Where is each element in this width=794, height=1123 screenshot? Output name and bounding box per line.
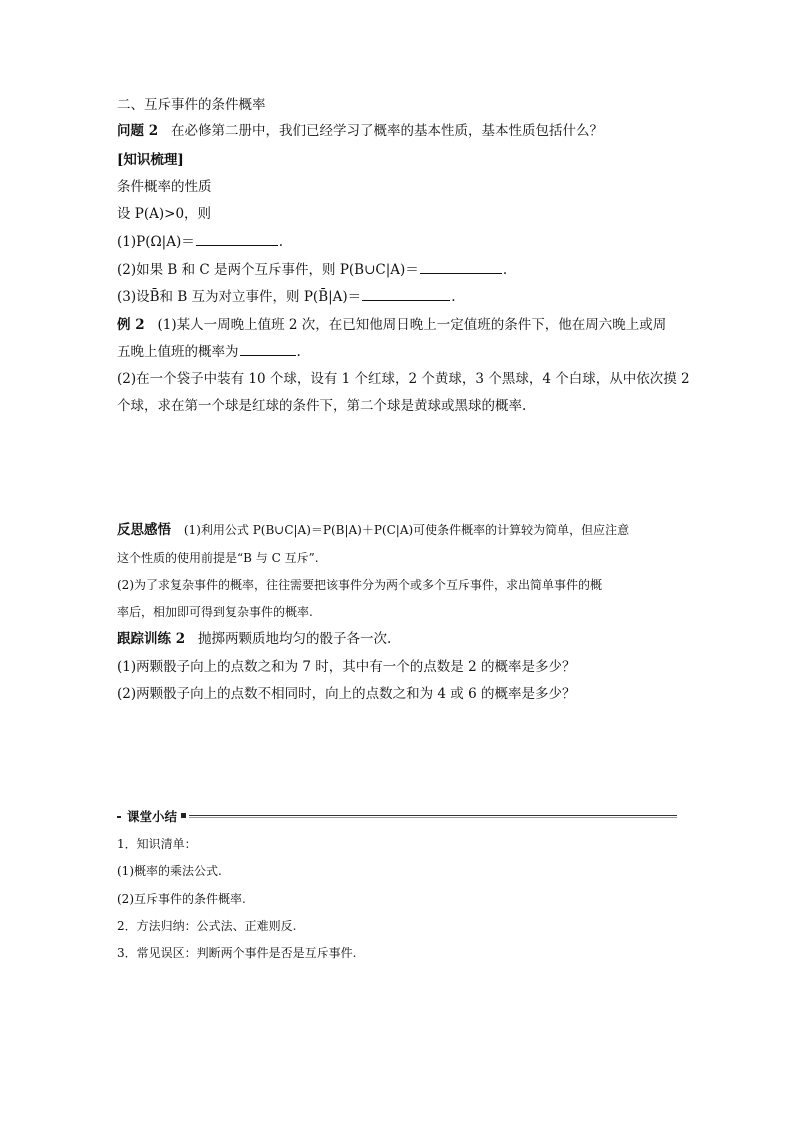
- summary-item: 2．方法归纳：公式法、正难则反.: [117, 919, 297, 933]
- reflection-line-1: [117, 521, 629, 539]
- training-text: 抛掷两颗质地均匀的骰子各一次.: [197, 631, 392, 647]
- divider: [189, 815, 677, 816]
- given-condition: 设 P(A)>0，则: [117, 206, 212, 222]
- period: .: [502, 262, 508, 278]
- summary-item: 3．常见误区：判断两个事件是否是互斥事件.: [117, 946, 357, 960]
- summary-title: 课堂小结: [127, 809, 178, 824]
- property-3-text: (3)设B̄和 B 互为对立事件，则 P(B̄|A)＝: [117, 289, 362, 305]
- example-label: 例 2: [117, 317, 145, 333]
- summary-item: (1)概率的乘法公式.: [117, 864, 222, 878]
- example-2-line-2: [117, 343, 301, 361]
- knowledge-label: [知识梳理]: [117, 152, 184, 168]
- training-label: 跟踪训练 2: [117, 631, 186, 647]
- reflection-line-3: (2)为了求复杂事件的概率，往往需要把该事件分为两个或多个互斥事件，求出简单事件的概: [117, 578, 603, 592]
- period: .: [278, 234, 284, 250]
- example-2-line-4: 个球，求在第一个球是红球的条件下，第二个球是黄球或黑球的概率.: [117, 398, 527, 414]
- example-2-line-1: [117, 316, 666, 334]
- reflection-label: 反思感悟: [117, 522, 171, 538]
- square-marker-icon: [181, 813, 186, 818]
- example-text: (1)某人一周晚上值班 2 次，在已知他周日晚上一定值班的条件下，他在周六晚上或周: [157, 317, 667, 333]
- question-label: 问题 2: [117, 123, 159, 139]
- properties-title: 条件概率的性质: [117, 179, 212, 195]
- property-2-text: (2)如果 B 和 C 是两个互斥事件，则 P(B∪C|A)＝: [117, 262, 419, 278]
- summary-item: 1．知识清单：: [117, 837, 197, 851]
- answer-blank[interactable]: [362, 288, 450, 301]
- dot-bullet-icon: [117, 816, 121, 819]
- summary-header: [117, 809, 677, 823]
- period: .: [296, 344, 301, 360]
- property-2: [117, 261, 507, 279]
- summary-item: (2)互斥事件的条件概率.: [117, 892, 246, 906]
- question-text: 在必修第二册中，我们已经学习了概率的基本性质，基本性质包括什么？: [170, 123, 603, 139]
- example-text: 五晚上值班的概率为: [117, 344, 239, 360]
- answer-blank[interactable]: [420, 261, 502, 274]
- divider: [189, 817, 677, 818]
- example-2-line-3: (2)在一个袋子中装有 10 个球，设有 1 个红球，2 个黄球，3 个黑球，4 个白球，从中依次摸 2: [117, 371, 690, 387]
- property-1-text: (1)P(Ω|A)＝: [117, 234, 195, 250]
- answer-blank[interactable]: [240, 343, 296, 356]
- reflection-line-2: 这个性质的使用前提是“B 与 C 互斥”.: [117, 551, 319, 565]
- property-1: [117, 233, 283, 251]
- question-2: [117, 122, 603, 140]
- reflection-line-4: 率后，相加即可得到复杂事件的概率.: [117, 605, 313, 619]
- training-question-2: (2)两颗骰子向上的点数不相同时，向上的点数之和为 4 或 6 的概率是多少？: [117, 686, 576, 702]
- property-3: [117, 288, 455, 306]
- training-2: [117, 630, 391, 648]
- period: .: [451, 289, 456, 305]
- section-heading: 二、互斥事件的条件概率: [117, 97, 266, 113]
- reflection-text: (1)利用公式 P(B∪C|A)＝P(B|A)＋P(C|A)可使条件概率的计算较为简单，但应注意: [183, 523, 630, 537]
- training-question-1: (1)两颗骰子向上的点数之和为 7 时，其中有一个的点数是 2 的概率是多少？: [117, 659, 576, 675]
- answer-blank[interactable]: [196, 233, 278, 246]
